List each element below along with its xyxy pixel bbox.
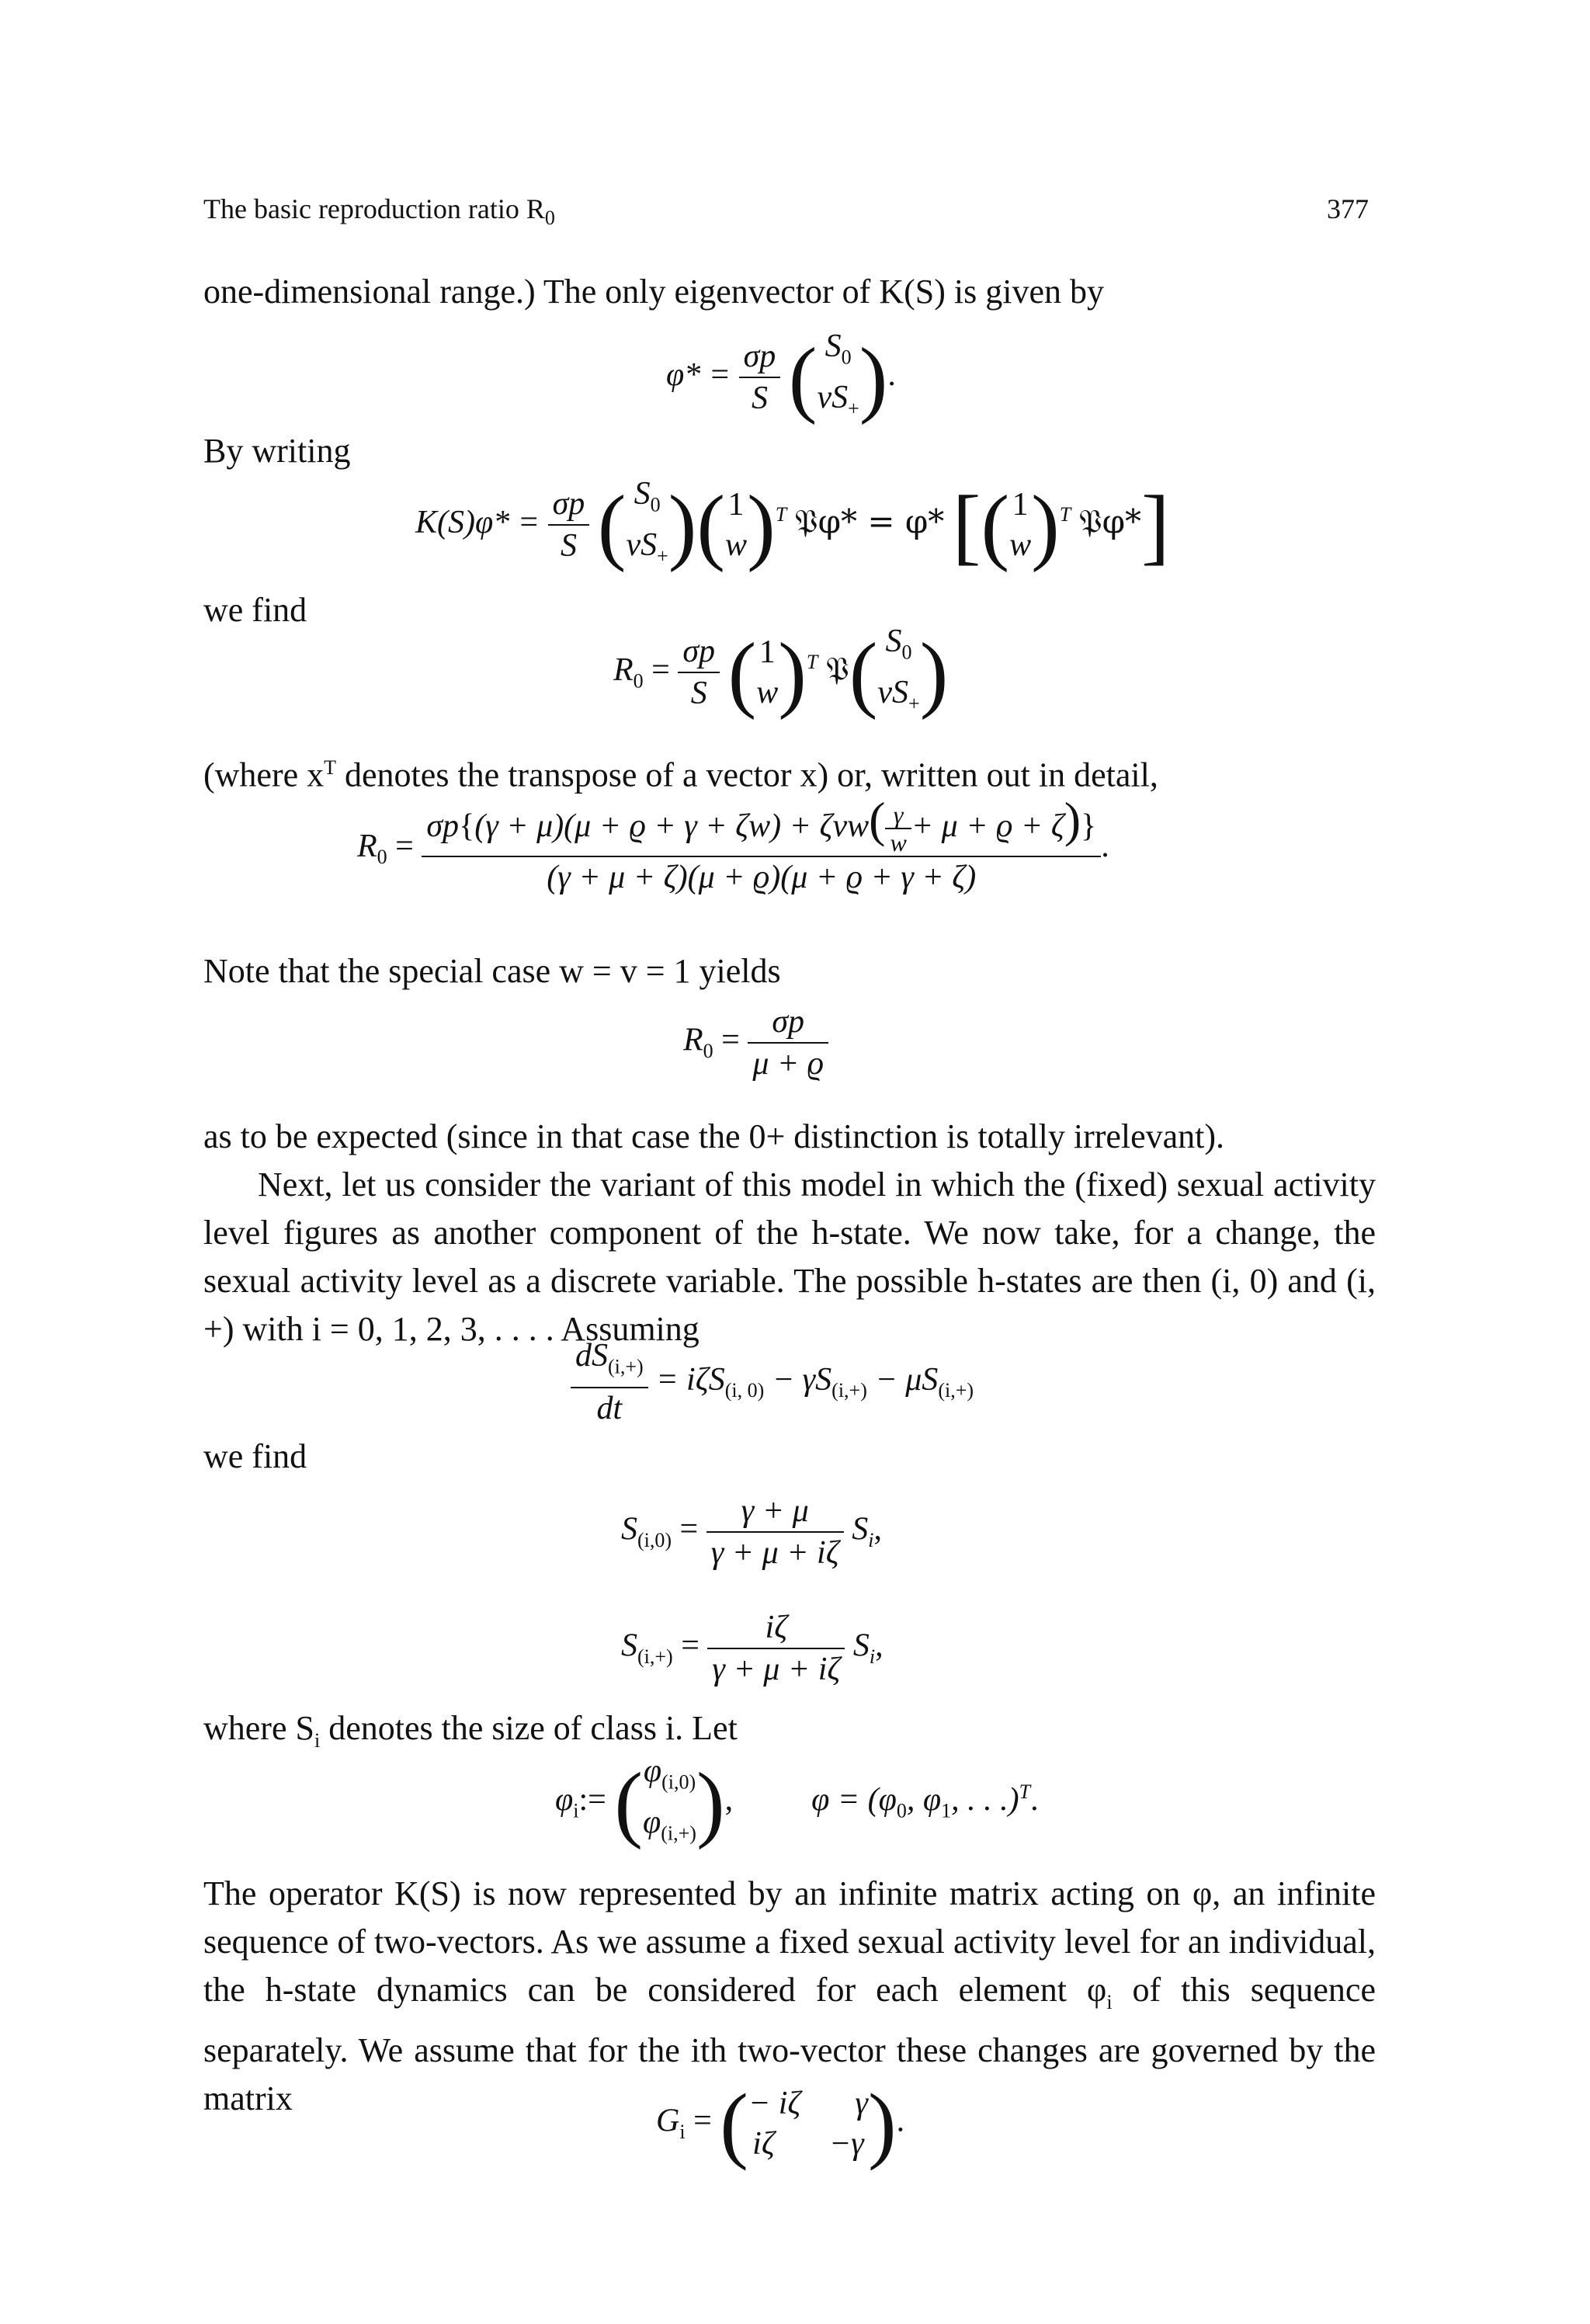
equation-s-iplus: $S_{(i,+)}$ = $\frac{i\zeta}{\gamma + \mu + i\zeta}$ $S_i$, [621,1607,884,1690]
paragraph-transpose: (where $x^T$ denotes the transpose of a vector x) or, written out in detail, [203,756,1158,794]
paragraph-expected: as to be expected (since in that case the 0+ distinction is totally irrelevant). [203,1117,1225,1155]
equation-g-i: $G_i$ = (− iζ γ iζ −γ). [656,2076,905,2171]
running-title: The basic reproduction ratio $R_0$ [203,193,555,230]
equation-k-phi: K(S)φ* = $\frac{\sigma p}{S}$ ( $S_0$ $vS_+)(1$ w)$^T$ 𝔓φ* = φ* [(1 w)$^T$ 𝔓φ*] [415,476,1170,573]
paragraph-eigenvector: one-dimensional range.) The only eigenvector of K(S) is given by [203,273,1104,311]
paragraph-special-case: Note that the special case w = v = 1 yields [203,952,781,990]
equation-phi-star: φ* = $\frac{\sigma p}{S}$ ( $S_0$ $vS_+$). [666,328,896,426]
running-header [203,193,1369,231]
page-number: 377 [1327,193,1369,224]
equation-r0-special: $R_0$ = $\frac{\sigma p}{\mu + ϱ}$ [683,1002,828,1084]
paragraph-next-variant: Next, let us consider the variant of this model in which the (fixed) sexual activity level figures as another component of the h-state. We now take, for a change, the sexual activity level as a discrete variable. The possible h-states are then (i, 0) and (i, +) with i = 0, 1, 2, 3, . . . . Assuming [203,1165,1376,1348]
equation-phi-i: $\varphi_i:= (\varphi_{(i,0)}$ $\varphi_{(i,+)}$), $\varphi = (\varphi_0$, $\varphi_1$, . . .)$^T$. [555,1753,1039,1850]
paragraph-where-si: where $S_i$ denotes the size of class i. Let [203,1709,738,1752]
equation-ds-dt: $\frac{dS_{(i,+)}}{dt}$ = $i\zeta S_{(i, 0)} - \gamma S_{(i,+)} - \mu S_{(i,+)}$ [571,1336,974,1429]
paragraph-operator: The operator K(S) is now represented by an infinite matrix acting on φ, an infinite sequence of two-vectors. As we assume a fixed sexual activity level for an individual, the h-state dynamics can be considered for each element $\varphi_i$ of this sequence separately. We assume that for the ith two-vector these changes are governed by the matrix [203,1874,1376,2117]
text-we-find-2: we find [203,1437,307,1475]
equation-r0-detailed: $R_0$ = σp{(γ + μ)(μ + ϱ + γ + ζw) + ζvw( $\frac{\gamma}{w}$ + μ + ϱ + ζ)} (γ + μ + ζ)(μ + ϱ)(μ + ϱ + γ + ζ) . [357,792,1109,896]
equation-r0-eigen: $R_0$ = $\frac{\sigma p}{S}$ (1 w)$^T$ 𝔓( $S_0$ $vS_+$) [613,624,949,721]
text-we-find-1: we find [203,591,307,629]
equation-s-i0: $S_{(i,0)}$ = $\frac{\gamma + \mu}{\gamma + \mu + i\zeta}$ $S_i$, [621,1491,882,1573]
text-by-writing: By writing [203,432,351,470]
